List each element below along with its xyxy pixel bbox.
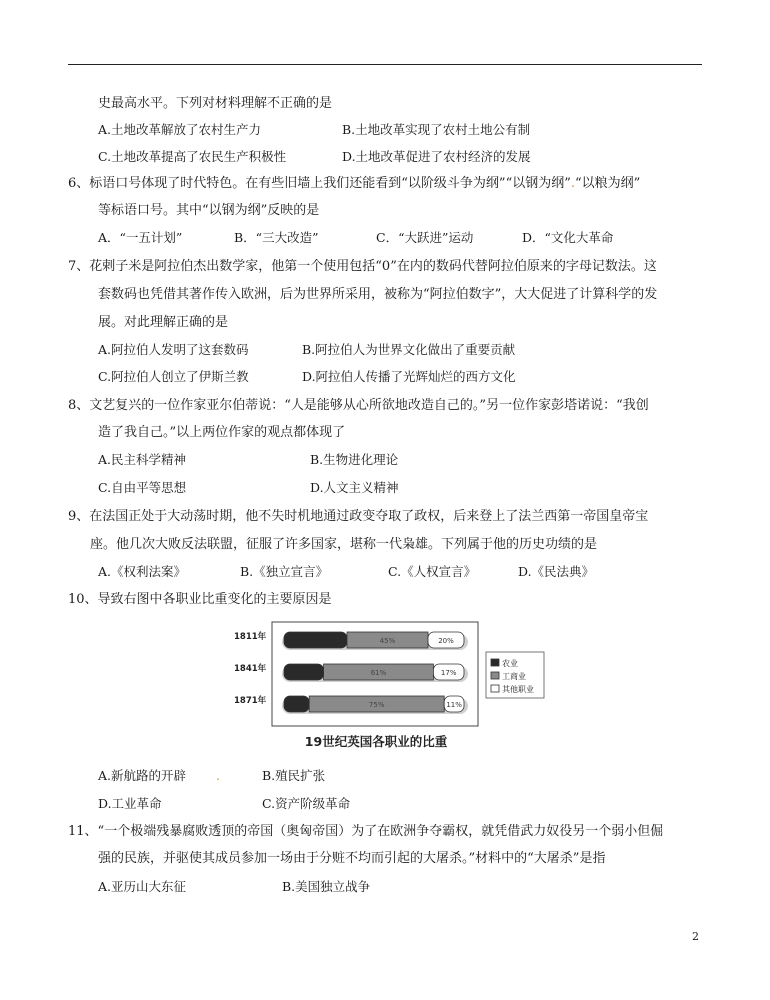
q8-option-a: A.民主科学精神: [98, 452, 187, 467]
q8-stem-line2: 造了我自己。”以上两位作家的观点都体现了: [98, 425, 346, 440]
q5-option-c: C.土地改革提高了农民生产积极性: [98, 149, 287, 164]
q10-option-c: C.资产阶级革命: [262, 796, 351, 811]
q10-option-a: A.新航路的开辟: [98, 768, 187, 783]
data-label-工商业-0: 45%: [379, 637, 396, 645]
q7-option-a: A.阿拉伯人发明了这套数码: [98, 342, 249, 357]
q6-stem-line1-part2: “以粮为纲”: [575, 176, 641, 191]
data-label-其他职业-1: 17%: [440, 669, 457, 677]
data-label-工商业-1: 61%: [370, 669, 387, 677]
q5-option-d: D.土地改革促进了农村经济的发展: [342, 149, 531, 164]
q6-option-d: D．“文化大革命: [522, 230, 614, 245]
chart-title: 19世纪英国各职业的比重: [304, 734, 448, 749]
q9-option-c: C.《人权宣言》: [388, 564, 477, 579]
q7-stem-line2: 套数码也凭借其著作传入欧洲，后为世界所采用，被称为“阿拉伯数字”，大大促进了计算科学的发: [98, 287, 658, 302]
data-label-工商业-2: 75%: [368, 701, 385, 709]
q5-stem-end: 史最高水平。下列对材料理解不正确的是: [98, 96, 333, 111]
q8-option-d: D.人文主义精神: [310, 480, 399, 495]
q7-option-d: D.阿拉伯人传播了光辉灿烂的西方文化: [302, 369, 516, 384]
q7-option-b: B.阿拉伯人为世界文化做出了重要贡献: [302, 342, 516, 357]
q10-dot: .: [216, 768, 220, 783]
header-rule: [68, 64, 702, 65]
data-label-其他职业-0: 20%: [438, 637, 454, 645]
q10-option-b: B.殖民扩张: [262, 768, 326, 783]
q9-option-b: B.《独立宣言》: [240, 564, 329, 579]
q6-stem-dot: .: [570, 176, 575, 191]
q7-stem-line3: 展。对此理解正确的是: [98, 315, 229, 330]
q10-stem: 10、导致右图中各职业比重变化的主要原因是: [68, 592, 332, 607]
q7-stem-line1: 7、花剌子米是阿拉伯杰出数学家，他第一个使用包括“0”在内的数码代替阿拉伯原来的字母记数法。这: [68, 259, 657, 274]
category-label-1: 1841年: [234, 664, 267, 674]
q5-option-a: A.土地改革解放了农村生产力: [98, 122, 262, 137]
bar-农业-2: [284, 696, 309, 712]
occupation-chart-svg: [228, 618, 546, 750]
q8-option-b: B.生物进化理论: [310, 452, 399, 467]
q11-option-a: A.亚历山大东征: [98, 879, 187, 894]
q6-stem-line2: 等标语口号。其中“以钢为纲”反映的是: [98, 203, 320, 218]
data-label-其他职业-2: 11%: [446, 701, 462, 709]
q5-option-b: B.土地改革实现了农村土地公有制: [342, 122, 531, 137]
q9-option-d: D.《民法典》: [518, 564, 595, 579]
q9-stem-line2: 座。他几次大败反法联盟，征服了许多国家，堪称一代枭雄。下列属于他的历史功绩的是: [90, 537, 598, 552]
q6-stem-line1: [68, 176, 640, 192]
bar-农业-0: [284, 632, 347, 648]
category-label-0: 1811年: [234, 632, 267, 642]
legend-label-0: 农业: [502, 659, 518, 668]
legend-swatch-1: [491, 672, 499, 679]
legend-swatch-2: [491, 685, 499, 692]
category-label-2: 1871年: [234, 696, 267, 706]
bar-农业-1: [284, 664, 324, 680]
q7-option-c: C.阿拉伯人创立了伊斯兰教: [98, 369, 249, 384]
q9-option-a: A.《权利法案》: [98, 564, 187, 579]
q9-stem-line1: 9、在法国正处于大动荡时期，他不失时机地通过政变夺取了政权，后来登上了法兰西第一帝国皇帝宝: [68, 509, 649, 524]
page-number: 2: [692, 930, 699, 943]
q11-stem-line2: 强的民族，并驱使其成员参加一场由于分赃不均而引起的大屠杀。”材料中的“大屠杀”是指: [98, 851, 606, 866]
q11-stem-line1: 11、“一个极端残暴腐败透顶的帝国（奥匈帝国）为了在欧洲争夺霸权，就凭借武力奴役另一个弱小但倔: [68, 824, 664, 839]
q6-option-b: B．“三大改造”: [234, 230, 319, 245]
q6-option-a: A．“一五计划”: [98, 230, 183, 245]
legend-label-2: 其他职业: [502, 685, 534, 694]
legend-swatch-0: [491, 659, 499, 666]
q11-option-b: B.美国独立战争: [282, 879, 371, 894]
q10-option-d: D.工业革命: [98, 796, 162, 811]
legend-label-1: 工商业: [502, 672, 526, 681]
q8-stem-line1: 8、文艺复兴的一位作家亚尔伯蒂说：“人是能够从心所欲地改造自己的。”另一位作家彭塔诺说：“我创: [68, 398, 649, 413]
q6-option-c: C．“大跃进”运动: [376, 230, 474, 245]
q6-stem-line1-part1: 6、标语口号体现了时代特色。在有些旧墙上我们还能看到“以阶级斗争为纲”“以钢为纲”: [68, 176, 571, 191]
q8-option-c: C.自由平等思想: [98, 480, 187, 495]
occupation-chart: [228, 618, 546, 750]
